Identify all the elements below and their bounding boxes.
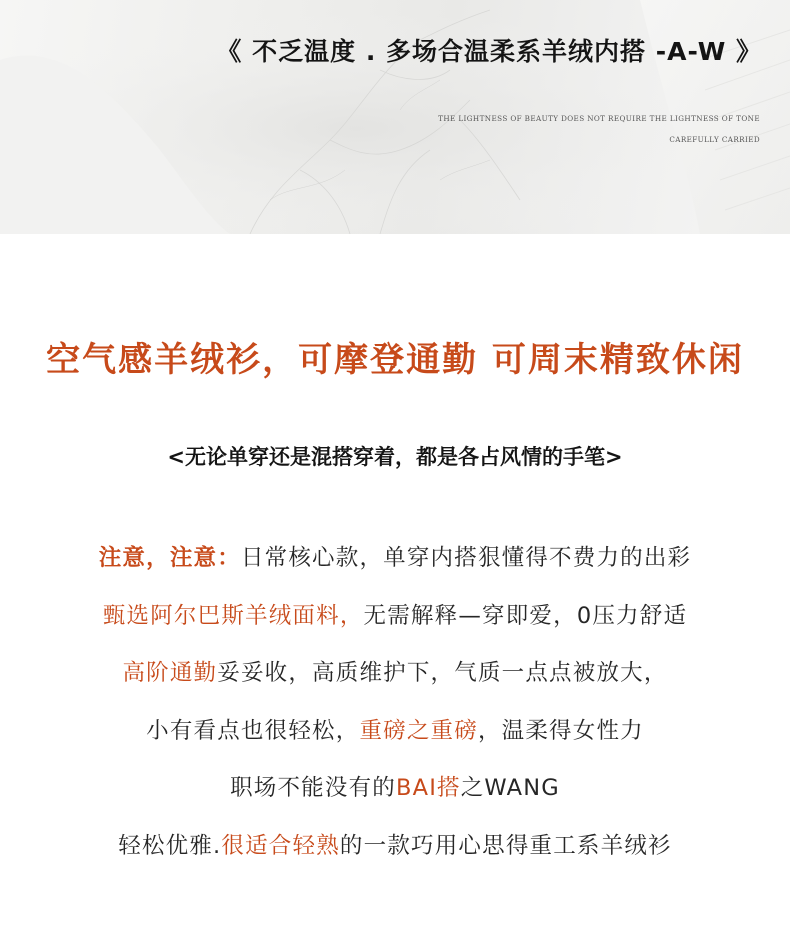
feature-line-1-text: 日常核心款，单穿内搭狠懂得不费力的出彩 [240, 545, 692, 571]
product-subline: <无论单穿还是混搭穿着，都是各占风情的手笔> [167, 445, 623, 469]
feature-line-6 [0, 824, 790, 882]
feature-line-3-text: 妥妥收，高质维护下，气质一点点被放大， [217, 660, 668, 686]
banner-title: 《 不乏温度 . 多场合温柔系羊绒内搭 -A-W 》 [216, 37, 762, 66]
feature-line-4-pre: 小有看点也很轻松， [146, 717, 360, 744]
feature-line-3-accent: 高阶通勤 [122, 660, 218, 686]
feature-line-3 [0, 651, 790, 709]
hero-banner [0, 0, 790, 234]
feature-line-5-pre: 职场不能没有的 [230, 775, 396, 801]
feature-line-6-pre: 轻松优雅. [118, 832, 222, 859]
product-headline: 空气感羊绒衫，可摩登通勤 可周末精致休闲 [46, 340, 744, 380]
feature-description [0, 536, 790, 881]
feature-line-6-accent: 很适合轻熟 [221, 832, 340, 859]
feature-line-1-accent: 注意，注意： [98, 545, 241, 571]
feature-line-4-accent: 重磅之重磅 [359, 717, 478, 744]
feature-line-4-post: ，温柔得女性力 [477, 717, 644, 744]
feature-line-2 [0, 594, 790, 652]
feature-line-2-text: 无需解释—穿即爱，0压力舒适 [363, 602, 688, 629]
feature-line-1 [0, 536, 790, 594]
feature-line-4 [0, 709, 790, 767]
feature-line-2-accent: 甄选阿尔巴斯羊绒面料， [102, 602, 364, 629]
feature-line-5-post: 之WANG [460, 775, 560, 801]
banner-subtitle-line2: CAREFULLY CARRIED [669, 135, 760, 144]
feature-line-5 [0, 766, 790, 824]
feature-line-5-accent: BAI搭 [395, 775, 461, 801]
banner-subtitle-line1: THE LIGHTNESS OF BEAUTY DOES NOT REQUIRE THE LIGHTNESS OF TONE [438, 114, 760, 123]
feature-line-6-post: 的一款巧用心思得重工系羊绒衫 [339, 832, 672, 859]
